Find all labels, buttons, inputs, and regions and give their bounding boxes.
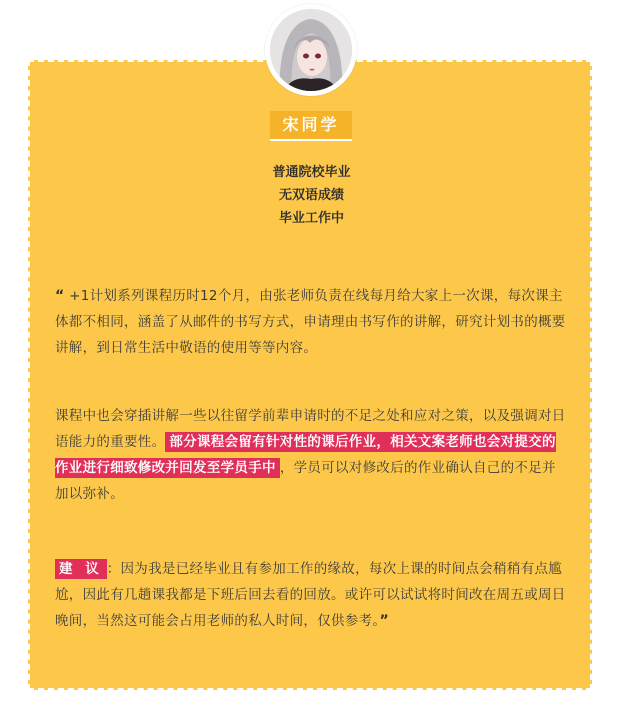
profile-line-language: 无双语成绩 [278,188,344,203]
profile-line-school: 普通院校毕业 [272,165,351,180]
paragraph-2-text: 课程中也会穿插讲解一些以往留学前辈申请时的不足之处和应对之策，以及强调对日语能力的重要性。 [55,408,566,450]
close-quote-mark: ” [379,613,389,629]
avatar [270,9,352,91]
open-quote-mark: “ [55,288,65,304]
name-underline [270,139,352,141]
name-tag [270,111,352,141]
avatar-frame [265,4,357,96]
review-paragraph-2 [55,403,569,507]
paragraph-1-text: +1计划系列课程历时12个月，由张老师负责在线每月给大家上一次课，每次课主体都不相同，涵盖了从邮件的书写方式，申请理由书写作的讲解，研究计划书的概要讲解，到日常生活中敬语的使用等等内容。 [55,288,566,356]
student-name: 宋同学 [270,111,352,139]
suggestion-tag: 建 议 [55,559,107,579]
paragraph-2-tail: ，学员可以对修改后的作业确认自己的不足并加以弥补。 [55,460,556,502]
suggestion-text: ：因为我是已经毕业且有参加工作的缘故，每次上课的时间点会稍稍有点尴尬，因此有几趟课我都是下班后回去看的回放。或许可以试试将时间改在周五或周日晚间，当然这可能会占用老师的私人时间，仅供参考。 [55,561,566,629]
profile-line-status: 毕业工作中 [278,211,344,226]
review-paragraph-1 [55,283,569,361]
review-paragraph-3 [55,556,569,634]
highlighted-homework-note: 部分课程会留有针对性的课后作业，相关文案老师也会对提交的作业进行细致修改并回发至学员手中 [55,434,556,476]
